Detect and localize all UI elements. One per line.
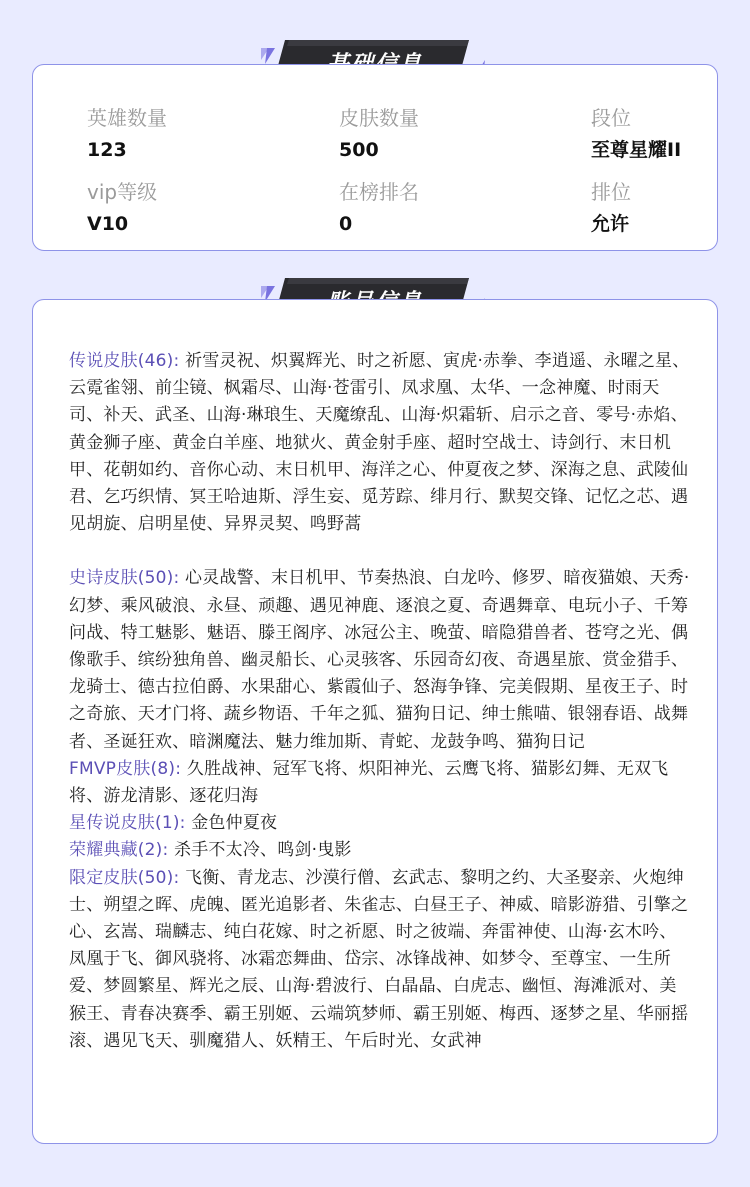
skin-items: 久胜战神、冠军飞将、炽阳神光、云鹰飞将、猫影幻舞、无双飞将、游龙清影、逐花归海 [69, 758, 669, 807]
skin-list [69, 348, 693, 1055]
stat-value: 允许 [591, 213, 630, 235]
skin-category-label: 星传说皮肤(1): [69, 813, 186, 834]
stat-ranked-allowed [591, 179, 707, 237]
stat-leaderboard-rank [339, 179, 591, 237]
basic-info-card [32, 64, 718, 251]
account-info-card [32, 299, 718, 1144]
skin-category-label: 传说皮肤(46): [69, 351, 180, 371]
stat-value: V10 [87, 213, 129, 235]
stat-hero-count [87, 105, 339, 163]
stat-label: 在榜排名 [339, 180, 419, 204]
stat-skin-count [339, 105, 591, 163]
stat-value: 500 [339, 139, 379, 161]
skin-group-legend [69, 348, 693, 538]
stat-label: 英雄数量 [87, 106, 167, 130]
skin-items: 祈雪灵祝、炽翼辉光、时之祈愿、寅虎·赤拳、李逍遥、永曜之星、云霓雀翎、前尘镜、枫霜尽、山海·苍雷引、凤求凰、太华、一念神魔、时雨天司、补天、武圣、山海·琳琅生、天魔缭乱、山海·炽霜斩、启示之音、零号·赤焰、黄金狮子座、黄金白羊座、地狱火、黄金射手座、超时空战士、诗剑行、末日机甲、花朝如约、音你心动、末日机甲、海洋之心、仲夏夜之梦、深海之息、武陵仙君、乞巧织情、冥王哈迪斯、浮生妄、觅芳踪、绯月行、默契交锋、记忆之芯、遇见胡旋、启明星使、异界灵契、鸣野蒿 [69, 351, 690, 535]
stat-label: 段位 [591, 106, 631, 130]
stat-label: 皮肤数量 [339, 106, 419, 130]
skin-category-label: 限定皮肤(50): [69, 867, 180, 888]
skin-items: 金色仲夏夜 [191, 813, 278, 834]
skin-group-glory-collection [69, 837, 693, 864]
stat-value: 0 [339, 213, 353, 235]
skin-items: 飞衡、青龙志、沙漠行僧、玄武志、黎明之约、大圣娶亲、火炮绅士、朔望之晖、虎魄、匿光追影者、朱雀志、白昼王子、神威、暗影游猎、引擎之心、玄嵩、瑞麟志、纯白花嫁、时之祈愿、时之彼端、奔雷神使、山海·玄木吟、凤凰于飞、御风骁将、冰霜恋舞曲、岱宗、冰锋战神、如梦令、至尊宝、一生所爱、梦圆繁星、辉光之辰、山海·碧波行、白晶晶、白虎志、幽恒、海滩派对、美猴王、青春决赛季、霸王别姬、云端筑梦师、霸王别姬、梅西、逐梦之星、华丽摇滚、遇见飞天、驯魔猎人、妖精王、午后时光、女武神 [69, 867, 689, 1051]
skin-category-label: FMVP皮肤(8): [69, 758, 182, 779]
stat-label: vip等级 [87, 180, 158, 204]
skin-group-fmvp [69, 756, 693, 810]
stats-grid [87, 105, 707, 237]
skin-category-label: 荣耀典藏(2): [69, 840, 169, 861]
stat-label: 排位 [591, 180, 631, 204]
stat-vip-level [87, 179, 339, 237]
skin-group-epic [69, 565, 693, 755]
skin-group-star-legend [69, 810, 693, 837]
stat-value: 至尊星耀II [591, 139, 682, 161]
skin-category-label: 史诗皮肤(50): [69, 568, 180, 589]
skin-group-limited [69, 865, 693, 1055]
skin-items: 杀手不太冷、鸣剑·曳影 [174, 840, 352, 861]
skin-items: 心灵战警、末日机甲、节奏热浪、白龙吟、修罗、暗夜猫娘、天秀·幻梦、乘风破浪、永昼、顽趣、遇见神鹿、逐浪之夏、奇遇舞章、电玩小子、千筹问战、特工魅影、魅语、滕王阁序、冰冠公主、晚萤、暗隐猎兽者、苍穹之光、偶像歌手、缤纷独角兽、幽灵船长、心灵骇客、乐园奇幻夜、奇遇星旅、赏金猎手、龙骑士、德古拉伯爵、水果甜心、紫霞仙子、怒海争锋、完美假期、星夜王子、时之奇旅、天才门将、蔬乡物语、千年之狐、猫狗日记、绅士熊喵、银翎春语、战舞者、圣诞狂欢、暗渊魔法、魅力维加斯、青蛇、龙鼓争鸣、猫狗日记 [69, 568, 690, 752]
stat-value: 123 [87, 139, 127, 161]
stat-rank-tier [591, 105, 707, 163]
